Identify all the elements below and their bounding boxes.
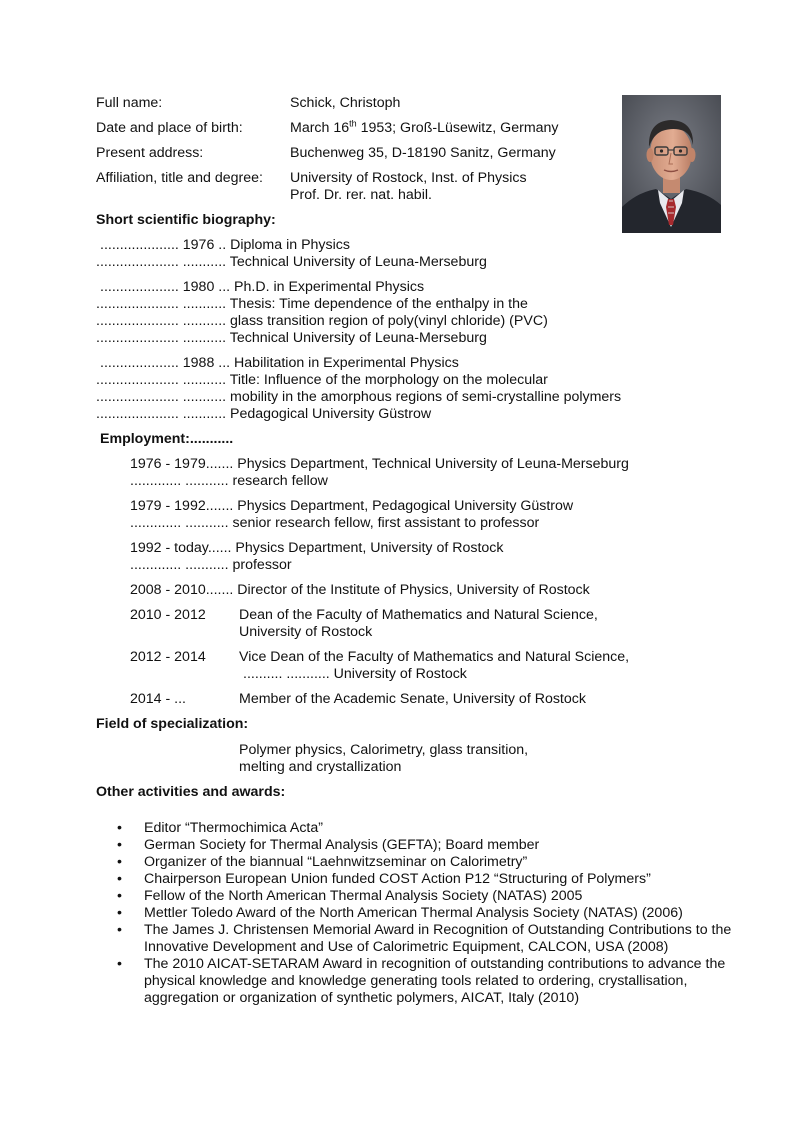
specialization-heading: Field of specialization:	[96, 716, 249, 732]
award-item: • German Society for Thermal Analysis (GEFTA); Board member	[144, 837, 736, 854]
employment-line: .......... ........... University of Rostock	[243, 666, 467, 682]
affiliation-label: Affiliation, title and degree:	[96, 170, 263, 186]
employment-line: 1979 - 1992....... Physics Department, Pedagogical University Güstrow	[130, 498, 574, 514]
award-item: • The 2010 AICAT-SETARAM Award in recognition of outstanding contributions to advance the physical knowledge and knowledge generating tools related to ordering, crystallisation, aggregation or organization of synthetic polymers, AICAT, Italy (2010)	[144, 956, 736, 1007]
award-item: • Fellow of the North American Thermal Analysis Society (NATAS) 2005	[144, 888, 736, 905]
bio-line: ..................... ........... Pedagogical University Güstrow	[96, 406, 432, 422]
awards-heading: Other activities and awards:	[96, 784, 286, 800]
bio-line: ..................... ........... Title: Influence of the morphology on the molecular	[96, 372, 548, 388]
birth-label: Date and place of birth:	[96, 120, 243, 136]
employment-line: ............. ........... senior research fellow, first assistant to professor	[130, 515, 540, 531]
employment-line: 1992 - today...... Physics Department, University of Rostock	[130, 540, 504, 556]
bio-line: ..................... ........... mobility in the amorphous regions of semi-crystalline polymers	[96, 389, 622, 405]
employment-years: 2012 - 2014	[130, 649, 206, 665]
employment-line: University of Rostock	[239, 624, 373, 640]
employment-line: ............. ........... research fellow	[130, 473, 328, 489]
full-name-label: Full name:	[96, 95, 163, 111]
award-item: • Editor “Thermochimica Acta”	[144, 820, 736, 837]
employment-heading: Employment:...........	[100, 431, 234, 447]
specialization-line-2: melting and crystallization	[239, 759, 402, 775]
award-item: • Organizer of the biannual “Laehnwitzseminar on Calorimetry”	[144, 854, 736, 871]
birth-value: March 16th 1953; Groß-Lüsewitz, Germany	[290, 118, 559, 136]
affiliation-line-2: Prof. Dr. rer. nat. habil.	[290, 187, 432, 203]
award-item: • Mettler Toledo Award of the North American Thermal Analysis Society (NATAS) (2006)	[144, 905, 736, 922]
employment-line: Member of the Academic Senate, University of Rostock	[239, 691, 586, 707]
bio-line: .................... 1980 ... Ph.D. in Experimental Physics	[100, 279, 425, 295]
portrait-photo	[622, 95, 721, 233]
specialization-line-1: Polymer physics, Calorimetry, glass transition,	[239, 742, 529, 758]
affiliation-line-1: University of Rostock, Inst. of Physics	[290, 170, 527, 186]
employment-line: 2008 - 2010....... Director of the Institute of Physics, University of Rostock	[130, 582, 590, 598]
bio-line: ..................... ........... Thesis: Time dependence of the enthalpy in the	[96, 296, 528, 312]
employment-line: Vice Dean of the Faculty of Mathematics and Natural Science,	[239, 649, 630, 665]
employment-years: 2014 - ...	[130, 691, 186, 707]
award-item: • The James J. Christensen Memorial Award in Recognition of Outstanding Contributions to the Innovative Development and Use of Calorimetric Equipment, CALCON, USA (2008)	[144, 922, 736, 956]
employment-years: 2010 - 2012	[130, 607, 206, 623]
award-item: • Chairperson European Union funded COST Action P12 “Structuring of Polymers”	[144, 871, 736, 888]
employment-line: ............. ........... professor	[130, 557, 292, 573]
bio-line: ..................... ........... Technical University of Leuna-Merseburg	[96, 330, 487, 346]
employment-line: Dean of the Faculty of Mathematics and Natural Science,	[239, 607, 598, 623]
employment-line: 1976 - 1979....... Physics Department, Technical University of Leuna-Merseburg	[130, 456, 629, 472]
bio-line: .................... 1988 ... Habilitation in Experimental Physics	[100, 355, 459, 371]
awards-list	[96, 820, 736, 1007]
address-value: Buchenweg 35, D-18190 Sanitz, Germany	[290, 145, 556, 161]
bio-heading: Short scientific biography:	[96, 212, 276, 228]
bio-line: ..................... ........... Technical University of Leuna-Merseburg	[96, 254, 487, 270]
full-name-value: Schick, Christoph	[290, 95, 401, 111]
bio-line: ..................... ........... glass transition region of poly(vinyl chloride) (PVC)	[96, 313, 548, 329]
address-label: Present address:	[96, 145, 204, 161]
bio-line: .................... 1976 .. Diploma in Physics	[100, 237, 350, 253]
